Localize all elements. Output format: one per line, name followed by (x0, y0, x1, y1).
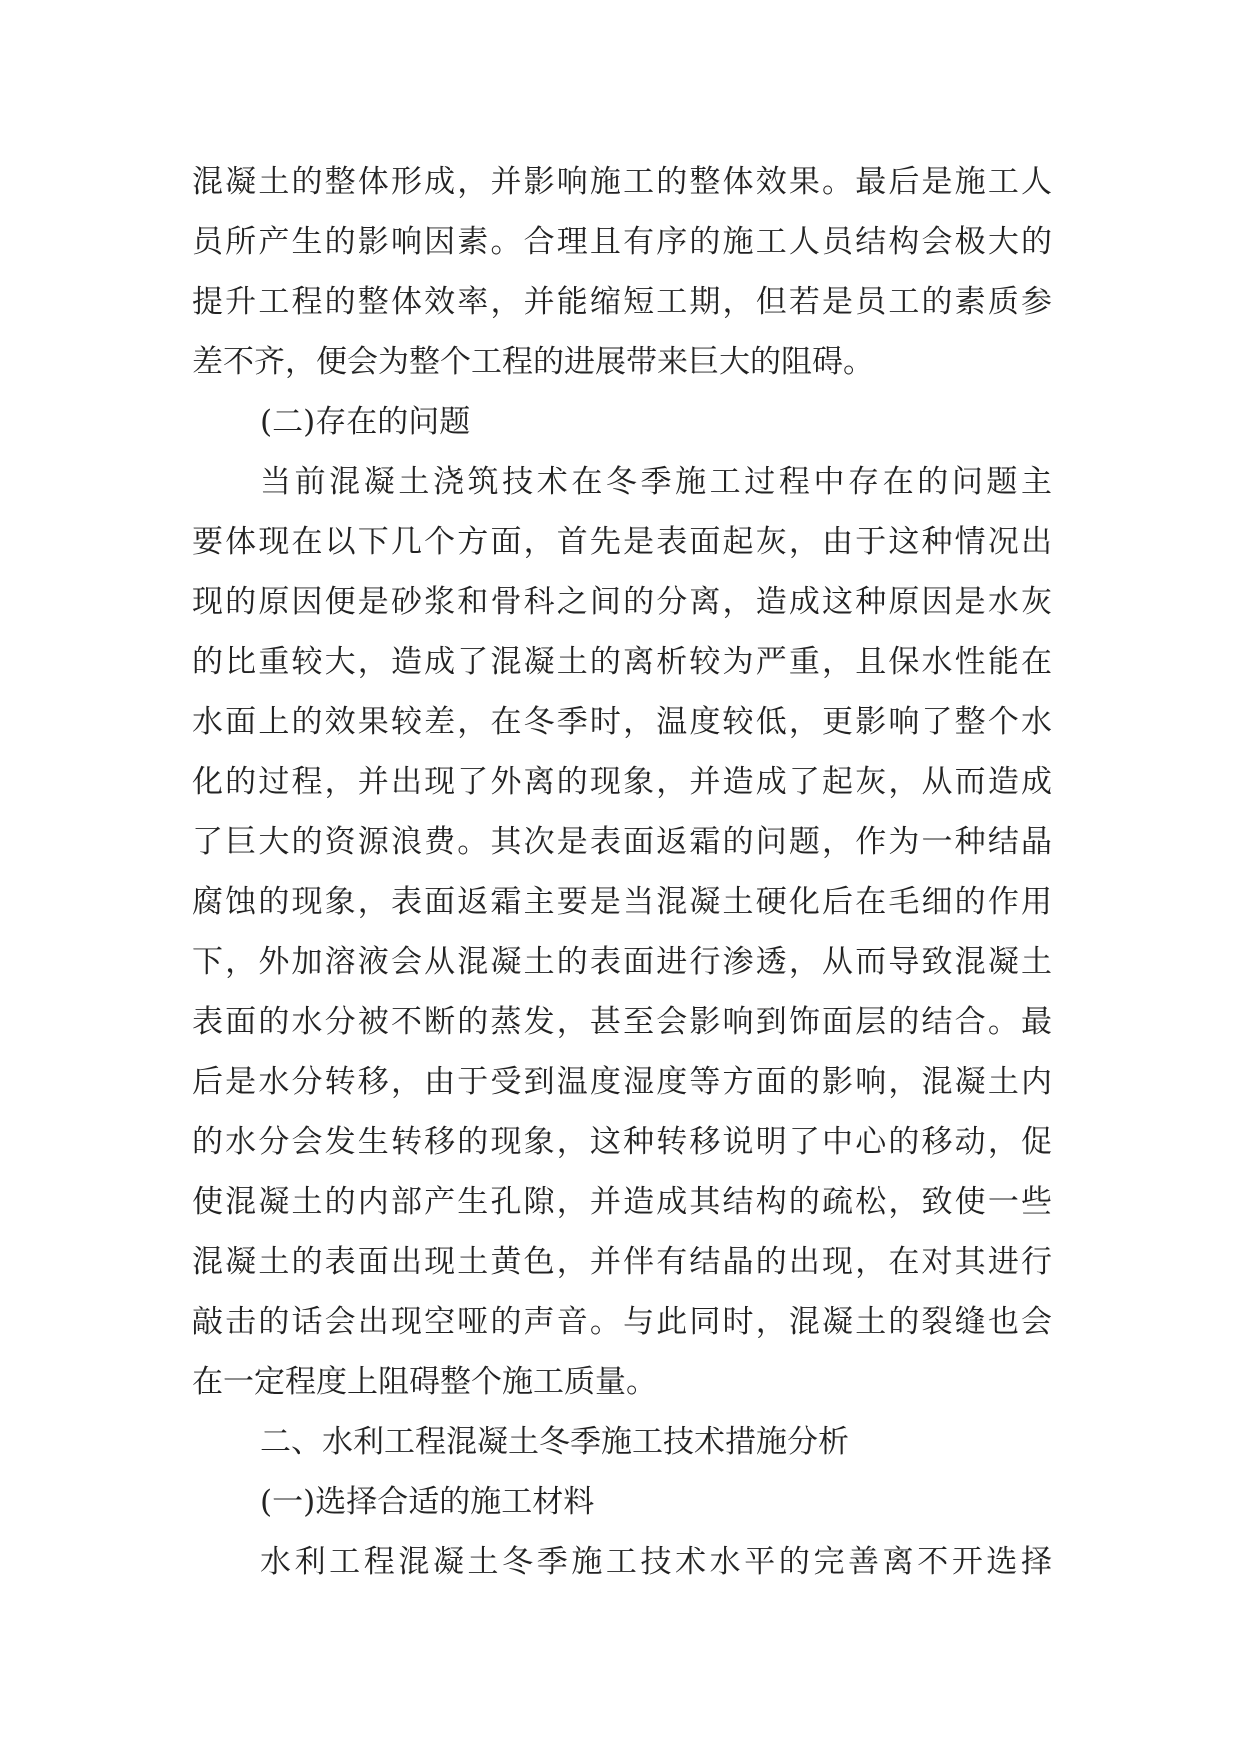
section-heading: (二)存在的问题 (260, 404, 471, 440)
text-line: 了巨大的资源浪费。其次是表面返霜的问题，作为一种结晶 (192, 824, 1052, 860)
text-line: 当前混凝土浇筑技术在冬季施工过程中存在的问题主 (260, 464, 1052, 500)
text-line: 后是水分转移，由于受到温度湿度等方面的影响，混凝土内 (192, 1064, 1052, 1100)
text-line: 混凝土的整体形成，并影响施工的整体效果。最后是施工人 (192, 164, 1052, 200)
text-line: 要体现在以下几个方面，首先是表面起灰，由于这种情况出 (192, 524, 1052, 560)
text-line: 表面的水分被不断的蒸发，甚至会影响到饰面层的结合。最 (192, 1004, 1052, 1040)
text-line: 的水分会发生转移的现象，这种转移说明了中心的移动，促 (192, 1124, 1052, 1160)
text-line: 使混凝土的内部产生孔隙，并造成其结构的疏松，致使一些 (192, 1184, 1052, 1220)
text-line: 现的原因便是砂浆和骨科之间的分离，造成这种原因是水灰 (192, 584, 1052, 620)
text-line: 混凝土的表面出现土黄色，并伴有结晶的出现，在对其进行 (192, 1244, 1052, 1280)
subsection-heading: (一)选择合适的施工材料 (260, 1484, 595, 1520)
text-line: 化的过程，并出现了外离的现象，并造成了起灰，从而造成 (192, 764, 1052, 800)
text-line: 下，外加溶液会从混凝土的表面进行渗透，从而导致混凝土 (192, 944, 1052, 980)
document-page (192, 152, 1052, 1592)
text-line: 水利工程混凝土冬季施工技术水平的完善离不开选择 (260, 1544, 1052, 1580)
text-line: 提升工程的整体效率，并能缩短工期，但若是员工的素质参 (192, 284, 1052, 320)
text-line: 员所产生的影响因素。合理且有序的施工人员结构会极大的 (192, 224, 1052, 260)
section-heading: 二、水利工程混凝土冬季施工技术措施分析 (260, 1424, 849, 1460)
text-line: 的比重较大，造成了混凝土的离析较为严重，且保水性能在 (192, 644, 1052, 680)
text-line: 敲击的话会出现空哑的声音。与此同时，混凝土的裂缝也会 (192, 1304, 1052, 1340)
text-line: 腐蚀的现象，表面返霜主要是当混凝土硬化后在毛细的作用 (192, 884, 1052, 920)
text-line: 在一定程度上阻碍整个施工质量。 (192, 1364, 657, 1400)
text-line: 水面上的效果较差，在冬季时，温度较低，更影响了整个水 (192, 704, 1052, 740)
text-line: 差不齐，便会为整个工程的进展带来巨大的阻碍。 (192, 344, 874, 380)
